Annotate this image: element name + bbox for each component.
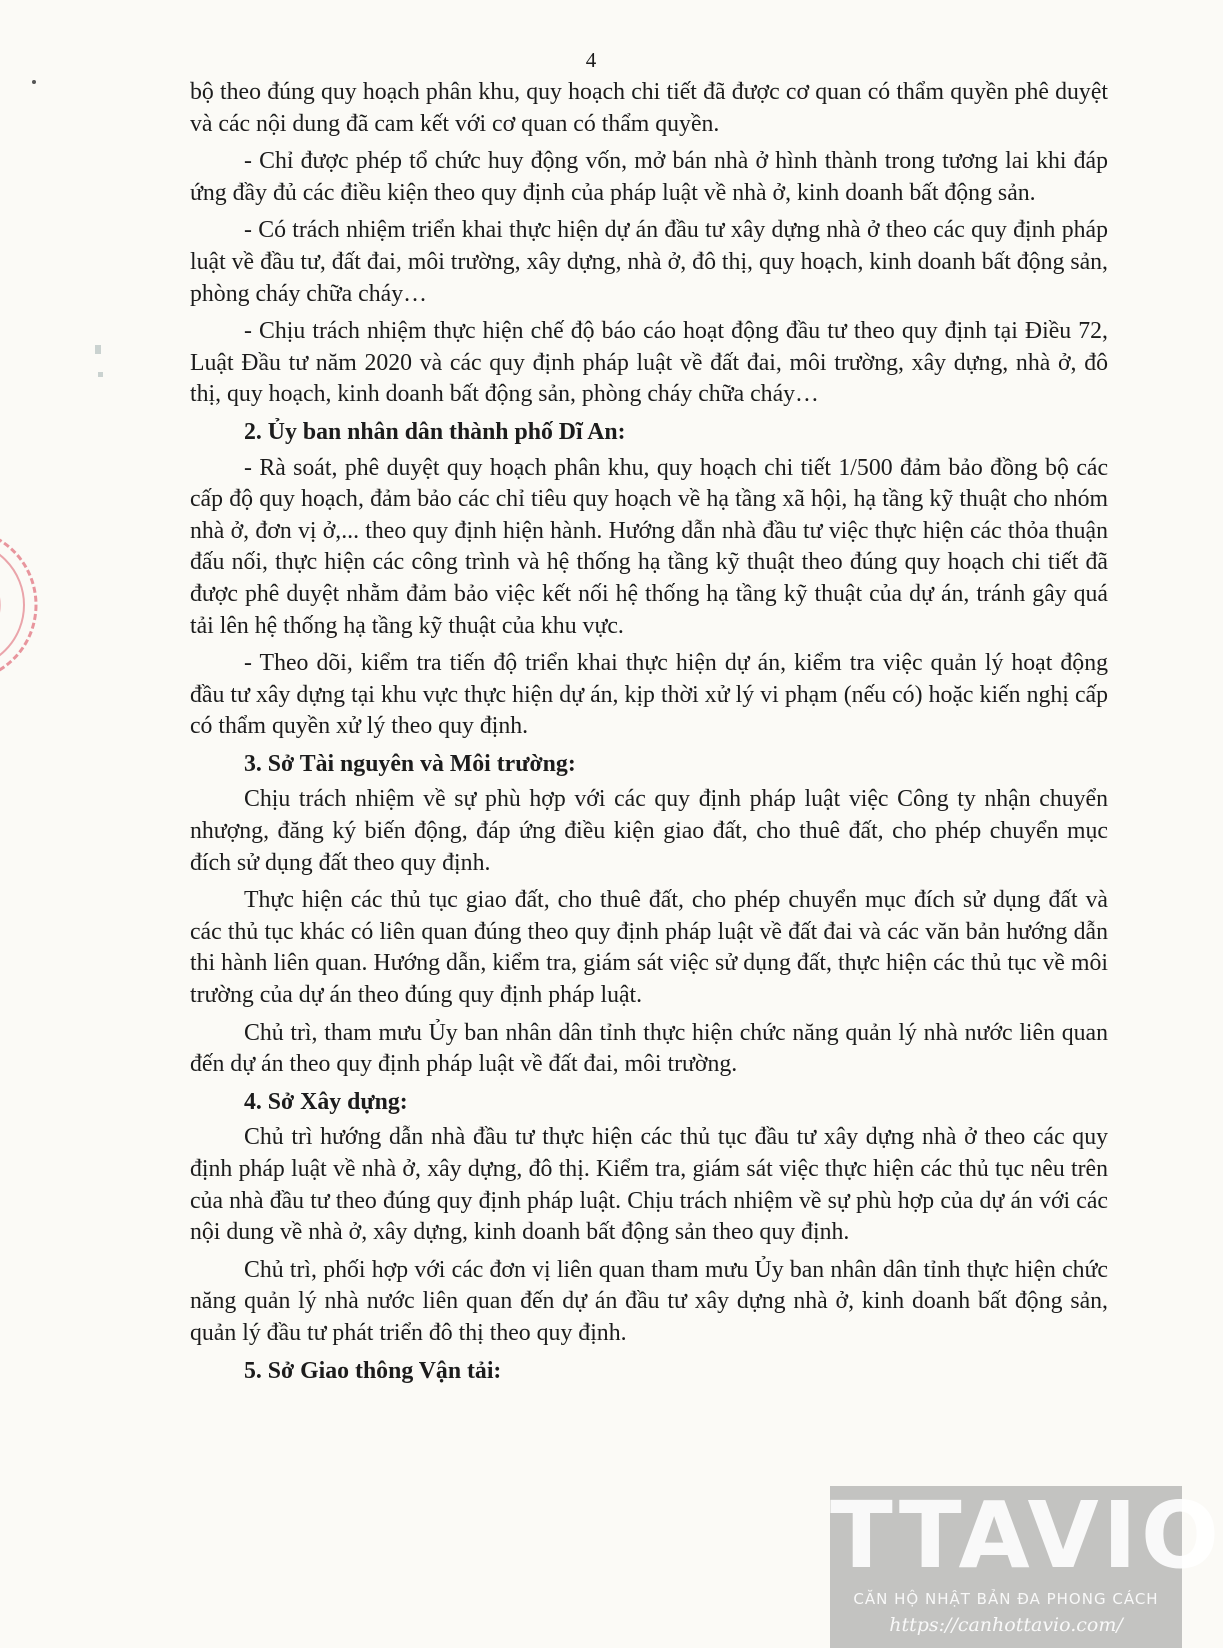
paragraph: - Có trách nhiệm triển khai thực hiện dự án đầu tư xây dựng nhà ở theo các quy định pháp luật về đầu tư, đất đai, môi trường, xây dựng, nhà ở, đô thị, quy hoạch, kinh doanh bất động sản, phòng cháy chữa cháy… bbox=[190, 217, 1108, 307]
paragraph: - Chịu trách nhiệm thực hiện chế độ báo cáo hoạt động đầu tư theo quy định tại Điều 72, Luật Đầu tư năm 2020 và các quy định pháp luật về đất đai, môi trường, xây dựng, nhà ở, đô thị, quy hoạch, kinh doanh bất động sản, phòng cháy chữa cháy… bbox=[190, 318, 1108, 408]
scan-speck bbox=[32, 80, 36, 84]
watermark-overlay bbox=[830, 1482, 1223, 1648]
paragraph: Chủ trì hướng dẫn nhà đầu tư thực hiện các thủ tục đầu tư xây dựng nhà ở theo các quy định pháp luật về nhà ở, xây dựng, đô thị. Kiểm tra, giám sát việc thực hiện các thủ tục nêu trên của nhà đầu tư theo đúng quy định pháp luật. Chịu trách nhiệm về sự phù hợp của dự án với các nội dung về nhà ở, xây dựng, kinh doanh bất động sản theo quy định. bbox=[190, 1124, 1108, 1246]
paragraph: bộ theo đúng quy hoạch phân khu, quy hoạch chi tiết đã được cơ quan có thẩm quyền phê duyệt và các nội dung đã cam kết với cơ quan có thẩm quyền. bbox=[190, 79, 1108, 137]
section-heading: 4. Sở Xây dựng: bbox=[244, 1088, 408, 1115]
watermark-tagline: CĂN HỘ NHẬT BẢN ĐA PHONG CÁCH bbox=[853, 1590, 1159, 1608]
scan-speck bbox=[98, 372, 103, 377]
paragraph: Chủ trì, phối hợp với các đơn vị liên quan tham mưu Ủy ban nhân dân tỉnh thực hiện chức năng quản lý nhà nước liên quan đến dự án đầu tư xây dựng nhà ở, kinh doanh bất động sản, quản lý đầu tư phát triển đô thị theo quy định. bbox=[190, 1256, 1108, 1346]
scan-speck bbox=[95, 345, 101, 354]
paragraph: - Chỉ được phép tổ chức huy động vốn, mở bán nhà ở hình thành trong tương lai khi đáp ứng đầy đủ các điều kiện theo quy định của pháp luật về nhà ở, kinh doanh bất động sản. bbox=[190, 148, 1108, 206]
page-number: 4 bbox=[585, 48, 597, 72]
watermark-logo: TTAVIO bbox=[830, 1482, 1223, 1589]
paragraph: Chủ trì, tham mưu Ủy ban nhân dân tỉnh thực hiện chức năng quản lý nhà nước liên quan đến dự án theo quy định pháp luật về đất đai, môi trường. bbox=[190, 1019, 1108, 1078]
section-heading: 3. Sở Tài nguyên và Môi trường: bbox=[244, 750, 576, 777]
red-seal-stamp bbox=[0, 505, 40, 715]
watermark-url: https://canhottavio.com/ bbox=[889, 1614, 1123, 1636]
paragraph: Thực hiện các thủ tục giao đất, cho thuê đất, cho phép chuyển mục đích sử dụng đất và các thủ tục khác có liên quan đúng theo quy định pháp luật về đất đai và các văn bản hướng dẫn thi hành liên quan. Hướng dẫn, kiểm tra, giám sát việc sử dụng đất, thực hiện các thủ tục về môi trường của dự án theo đúng quy định pháp luật. bbox=[190, 887, 1108, 1009]
section-heading: 2. Ủy ban nhân dân thành phố Dĩ An: bbox=[244, 418, 626, 445]
paragraph: Chịu trách nhiệm về sự phù hợp với các quy định pháp luật việc Công ty nhận chuyển nhượng, đăng ký biến động, đáp ứng điều kiện giao đất, cho thuê đất, cho phép chuyển mục đích sử dụng đất theo quy định. bbox=[190, 786, 1108, 876]
paragraph: - Theo dõi, kiểm tra tiến độ triển khai thực hiện dự án, kiểm tra việc quản lý hoạt động đầu tư xây dựng tại khu vực thực hiện dự án, kịp thời xử lý vi phạm (nếu có) hoặc kiến nghị cấp có thẩm quyền xử lý theo quy định. bbox=[190, 650, 1108, 740]
section-heading: 5. Sở Giao thông Vận tải: bbox=[244, 1357, 502, 1384]
document-body bbox=[190, 77, 1108, 1391]
paragraph: - Rà soát, phê duyệt quy hoạch phân khu, quy hoạch chi tiết 1/500 đảm bảo đồng bộ các cấp độ quy hoạch, đảm bảo các chỉ tiêu quy hoạch về hạ tầng xã hội, hạ tầng kỹ thuật cho nhóm nhà ở, đơn vị ở,... theo quy định hiện hành. Hướng dẫn nhà đầu tư việc thực hiện các thỏa thuận đấu nối, thực hiện các công trình và hệ thống hạ tầng kỹ thuật theo đúng quy hoạch chi tiết đã được phê duyệt nhằm đảm bảo việc kết nối hệ thống hạ tầng kỹ thuật của dự án, tránh gây quá tải lên hệ thống hạ tầng kỹ thuật của khu vực. bbox=[190, 454, 1108, 639]
